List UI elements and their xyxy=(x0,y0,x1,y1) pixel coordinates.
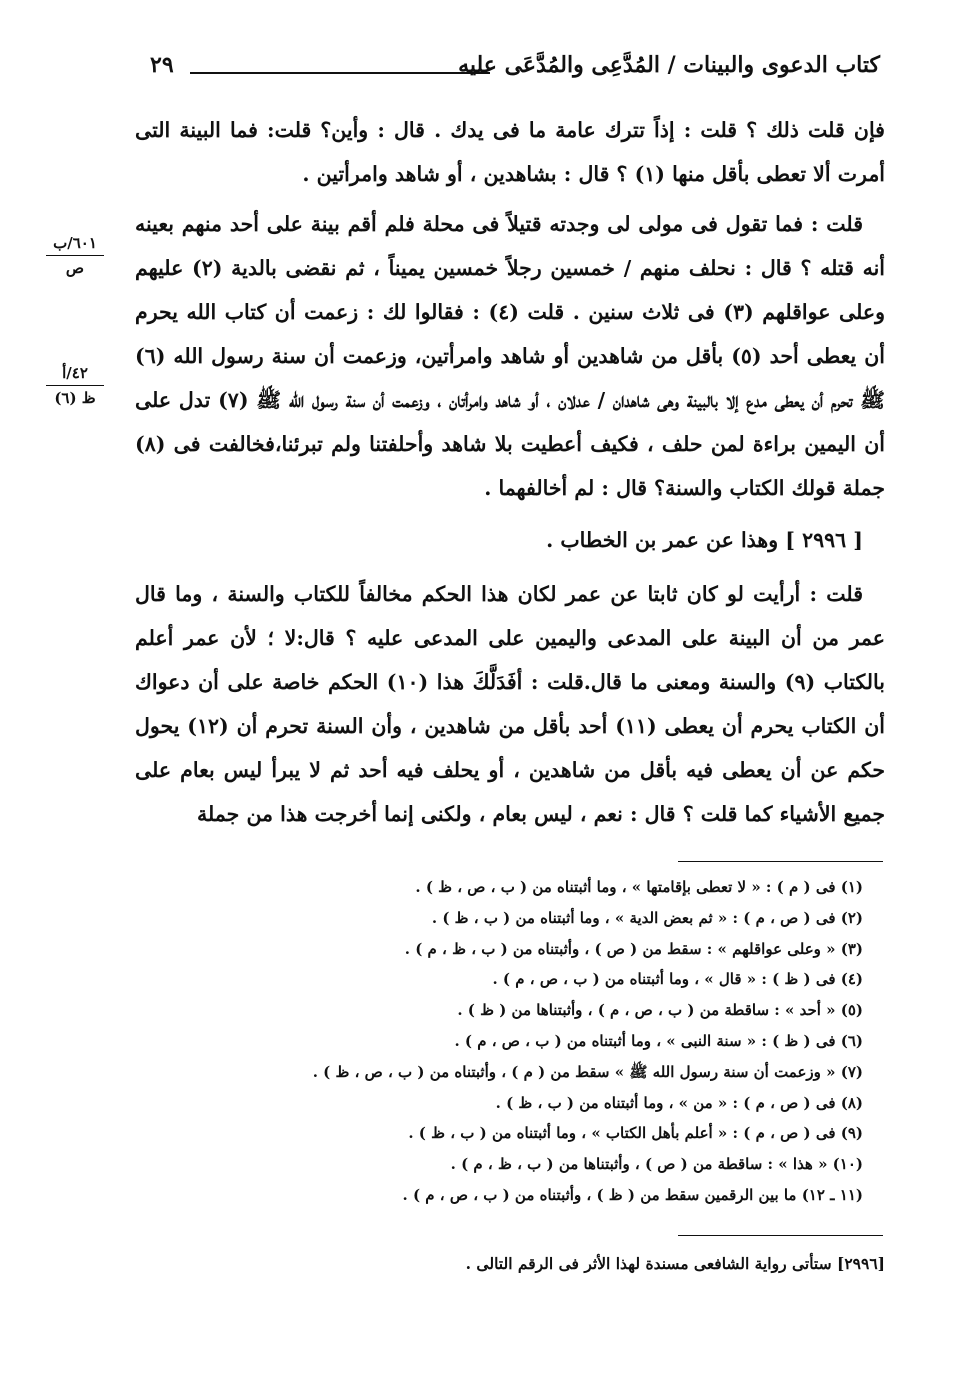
footnote: (٢) فى ( ص ، م ) : « ثم بعض الدية » ، وما أثبتناه من ( ب ، ظ ) . xyxy=(431,908,863,927)
margin-note-manuscript-2 xyxy=(42,362,108,409)
body-paragraph: قلت : أرأيت لو كان ثابتا عن عمر لكان هذا الحكم مخالفاً للكتاب والسنة ، وما قال عمر من أن البينة على المدعى واليمين على المدعى عليه ؟ قال:لا ؛ لأن عمر أعلم بالكتاب (٩) والسنة ومعنى ما قال.قلت : أفَدَلَّكَ هذا (١٠) الحكم خاصة على أن دعواك أن الكتاب يحرم أن يعطى (١١) أحد بأقل من شاهدين ، وأن السنة تحرم أن (١٢) يحول حكم عن أن يعطى فيه بأقل من شاهدين ، أو يحلف فيه أحد ثم لا يبرأ ليس بعام على جميع الأشياء كما قلت ؟ قال : نعم ، ليس بعام ، ولكنى إنما أخرجت هذا من جملة xyxy=(135,582,885,826)
footnote: (٨) فى ( ص ، م ) : « من » ، وما أثبتناه من ( ب ، ظ ) . xyxy=(495,1093,863,1112)
footnote: (٧) « وزعمت أن سنة رسول الله ﷺ » سقط من ( م ) ، وأثبتناه من ( ب ، ص ، ظ ) . xyxy=(312,1062,863,1081)
footnote: (٣) « وعلى عواقلهم » : سقط من ( ص ) ، وأثبتناه من ( ب ، ظ ، م ) . xyxy=(404,939,863,958)
body-paragraph: فإن قلت ذلك ؟ قلت : إذاً تترك عامة ما فى يدك . قال : وأين؟ قلت: فما البينة التى أمرت ألا تعطى بأقل منها (١) ؟ قال : بشاهدين ، أو شاهد وامرأتين . xyxy=(135,118,885,186)
footnote: (٥) « أحد » : ساقطة من ( ب ، ص ، م ) ، وأثبتناها من ( ظ ) . xyxy=(457,1001,863,1020)
margin-note-folio: ٤٢/أ xyxy=(62,364,88,382)
margin-note-siglum: ظ (٦) xyxy=(54,389,96,407)
source-note-separator xyxy=(678,1235,883,1236)
footnote: (١٠) « هذا » : ساقطة من ( ص ) ، وأثبتناها من ( ب ، ظ ، م ) . xyxy=(450,1155,863,1174)
footnote: (٦) فى ( ظ ) : « سنة النبى » ، وما أثبتناه من ( ب ، ص ، م ) . xyxy=(454,1031,863,1050)
footnote: (١) فى ( م ) : « لا تعطى بإقامتها » ، وما أثبتناه من ( ب ، ص ، ظ ) . xyxy=(415,878,863,896)
margin-note-rule xyxy=(46,385,104,386)
page-number: ٢٩ xyxy=(150,52,174,78)
main-text xyxy=(135,108,885,836)
athar-heading: [ ٢٩٩٦ ] وهذا عن عمر بن الخطاب . xyxy=(546,528,863,552)
footnote: (١١ ـ ١٢) ما بين الرقمين سقط من ( ظ ) ، وأثبتناه من ( ب ، ص ، م ) . xyxy=(402,1185,863,1204)
footnotes xyxy=(150,872,885,1211)
footnote: (٤) فى ( ظ ) : « قال » ، وما أثبتناه من ( ب ، ص ، م ) . xyxy=(492,970,863,989)
running-header xyxy=(150,52,880,92)
footnote: (٩) فى ( ص ، م ) : « أعلم بأهل الكتاب » ، وما أثبتناه من ( ب ، ظ ) . xyxy=(408,1124,863,1143)
running-header-title: كتاب الدعوى والبينات / المُدَّعِى والمُدَّعَى عليه xyxy=(458,52,880,78)
margin-note-siglum: ص xyxy=(65,259,85,277)
source-note: [٢٩٩٦] ستأتى رواية الشافعى مسندة لهذا الأثر فى الرقم التالى . xyxy=(465,1254,885,1273)
body-paragraph: قلت : فما تقول فى مولى لى وجدته قتيلاً فى محلة فلم أقم بينة على أحد منهم بعينه أنه قتله ؟ قال : نحلف منهم / خمسين رجلاً خمسين يميناً ، ثم نقضى بالدية (٢) عليهم وعلى عواقلهم (٣) فى ثلاث سنين . قلت (٤) : فقالوا لك : زعمت أن كتاب الله يحرم أن يعطى أحد (٥) بأقل من شاهدين أو شاهد وامرأتين، وزعمت أن سنة رسول الله (٦) ﷺ تحرم أن يعطى مدع إلا بالبينة وهى شاهدان / عدلان ، أو شاهد وامرأتان ، وزعمت أن سنة رسول الله ﷺ (٧) تدل على أن اليمين براءة لمن حلف ، فكيف أعطيت بلا شاهد وأحلفتنا ولم تبرئنا،فخالفت فى (٨) جملة قولك الكتاب والسنة؟ قال : لم أخالفهما . xyxy=(135,212,886,500)
footnote-separator xyxy=(678,861,883,862)
margin-note-manuscript-1 xyxy=(42,232,108,279)
margin-note-folio: ٦٠١/ب xyxy=(53,234,97,252)
margin-note-rule xyxy=(46,255,104,256)
header-rule xyxy=(190,72,490,74)
